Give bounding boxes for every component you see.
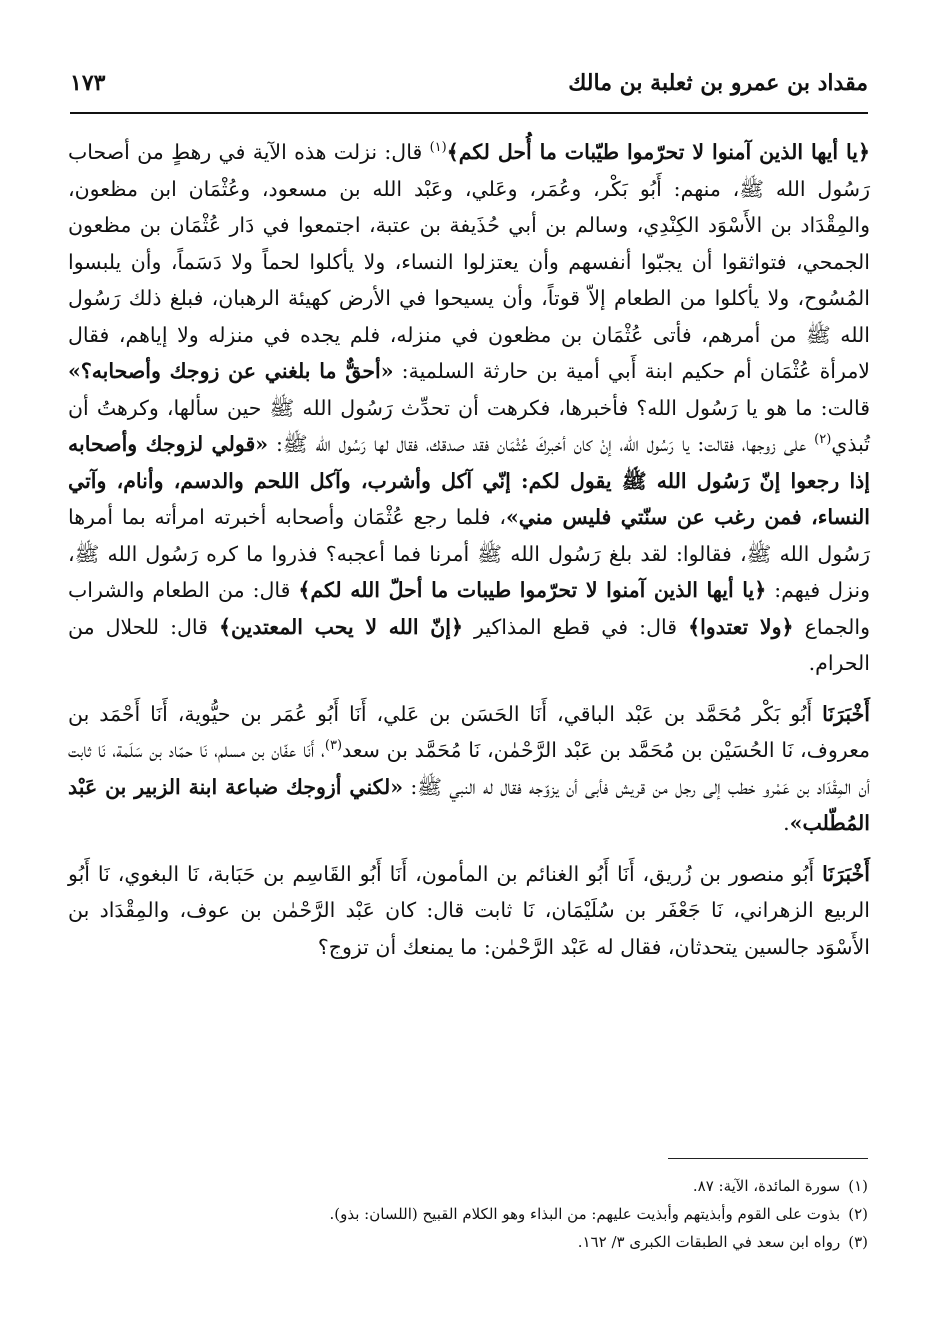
footnote-text: رواه ابن سعد في الطبقات الكبرى ٣/ ١٦٢. <box>577 1233 841 1251</box>
text-segment: ، فلما رجع عُثْمَان وأصحابه أخبرته امرأته بما أمرها رَسُول الله ﷺ، فقالوا: لقد بلغ رَسُول الله ﷺ أمرنا فما أعجبه؟ فذروا ما كره رَسُول الله ﷺ، ونزل فيهم: <box>68 505 870 602</box>
text-segment: على زوجها، فقالت: يا رَسُول الله، إنْ كان أخبركَ عُثْمَان فقد صدقك، فقال لها رَسُول الله ﷺ: <box>268 432 815 456</box>
text-segment: قال: للحلال من الحرام. <box>68 614 870 675</box>
text-segment: قال: نزلت هذه الآية في رهطٍ من أصحاب رَسُول الله ﷺ، منهم: أَبُو بَكْر، وعُمَر، وعَلي، وعَبْد الله بن مسعود، وعُثْمَان ابن مظعون، والمِقْدَاد بن الأَسْوَد الكِنْدِي، وسالم بن أبي حُذَيفة بن عتبة، اجتمعوا في دَار عُثْمَان بن مظعون الجمحي، فتواثقوا أن يجبّوا أنفسهم وأن يعتزلوا النساء، ولا يأكلوا لحماً ولا دَسَماً، وأن يلبسوا المُسُوح، ولا يأكلوا من الطعام إلاّ قوتاً، وأن يسيحوا في الأرض كهيئة الرهبان، فبلغ ذلك رَسُول الله ﷺ من أمرهم، فأتى عُثْمَان بن مظعون في منزله، فلم يجده في منزله ولا إياهم، فقال لامرأة عُثْمَان أم حكيم ابنة أَبي أمية بن حارثة السلمية: <box>68 140 870 383</box>
footnote <box>70 1200 868 1228</box>
quote-text: ﴿إنّ الله لا يحب المعتدين﴾ <box>219 614 463 639</box>
paragraph <box>68 856 870 966</box>
quote-text: ﴿ولا تعتدوا﴾ <box>688 614 794 639</box>
text-segment: قال: في قطع المذاكير <box>462 614 689 639</box>
quote-text: «لكني أزوجك ضباعة ابنة الزبير بن عَبْد المُطّلب» <box>68 774 870 835</box>
footnote-ref: (٢) <box>814 432 832 448</box>
quote-text: «قولي لزوجك وأصحابه إذا رجعوا إنّ رَسُول الله ﷺ يقول لكم: إنّي آكل وأشرب، وآكل اللحم والدسم، وأنام، وآتي النساء، فمن رغب عن سنّتي فليس مني» <box>68 432 870 529</box>
footnote-rule <box>668 1158 868 1159</box>
footnote-text: سورة المائدة، الآية: ٨٧. <box>692 1177 841 1195</box>
footnote-ref: (٣) <box>324 738 343 754</box>
footnote-number: (٣) <box>848 1233 868 1251</box>
quote-text: ﴿يا أيها الذين آمنوا لا تحرّموا طيّبات ما أُحل لكم﴾ <box>446 140 870 164</box>
footnote-list <box>70 1172 868 1256</box>
running-title: مقداد بن عمرو بن ثعلبة بن مالك <box>568 70 868 96</box>
header-rule <box>70 112 868 114</box>
text-segment: قال: من الطعام والشراب والجماع <box>68 578 871 639</box>
text-segment: أَبُو منصور بن زُريق، أَنَا أَبُو الغنائم بن المأمون، أَنَا أَبُو القَاسِم بن حَبَابة، نَا البغوي، نَا أَبُو الربيع الزهراني، نَا جَعْفَر بن سُلَيْمَان، نَا ثابت قال: كان عَبْد الرَّحْمٰن بن عوف، والمِقْدَاد بن الأَسْوَد جالسين يتحدثان، فقال له عَبْد الرَّحْمٰن: ما يمنعك أن تزوج؟ <box>68 861 870 959</box>
footnote-ref: (١) <box>429 140 447 156</box>
quote-text: ﴿يا أيها الذين آمنوا لا تحرّموا طيبات ما أحلّ الله لكم﴾ <box>298 578 767 602</box>
page-number: ١٧٣ <box>70 70 106 96</box>
footnote-number: (١) <box>848 1177 868 1195</box>
page-header <box>70 66 868 106</box>
footnote-number: (٢) <box>848 1205 868 1223</box>
quote-text: أَخْبَرَنَا <box>822 701 870 726</box>
footnote-text: بذوت على القوم وأبذيتهم وأبذيت عليهم: من البذاء وهو الكلام القبيح (اللسان: بذو). <box>329 1205 841 1223</box>
paragraph <box>68 696 870 842</box>
text-segment: أَبُو بَكْر مُحَمَّد بن عَبْد الباقي، أَنَا الحَسَن بن عَلي، أَنَا أَبُو عُمَر بن حيُّوية، أَنَا أَحْمَد بن معروف، نَا الحُسَيْن بن مُحَمَّد بن عَبْد الرَّحْمٰن، نَا مُحَمَّد بن سعد <box>68 701 870 762</box>
quote-text: «أحقٌّ ما بلغني عن زوجك وأصحابه؟» <box>68 359 394 383</box>
footnote <box>70 1172 868 1200</box>
quote-text: أَخْبَرَنَا <box>822 861 870 886</box>
text-segment: قالت: ما هو يا رَسُول الله؟ فأخبرها، فكرهت أن تحدِّث رَسُول الله ﷺ حين سألها، وكرهتُ أن تُبذي <box>68 395 870 456</box>
text-segment: ، أَنَا عفّان بن مسلم، نَا حمّاد بن سَلَمة، نَا ثابت أن المِقْدَاد بن عَمْرو خطب إلى رجل من قريش فأبى أن يزوّجه فقال له النبي ﷺ: <box>68 738 870 799</box>
paragraph <box>68 134 870 682</box>
text-segment: . <box>783 811 790 835</box>
body-text <box>68 134 870 965</box>
footnote <box>70 1228 868 1256</box>
